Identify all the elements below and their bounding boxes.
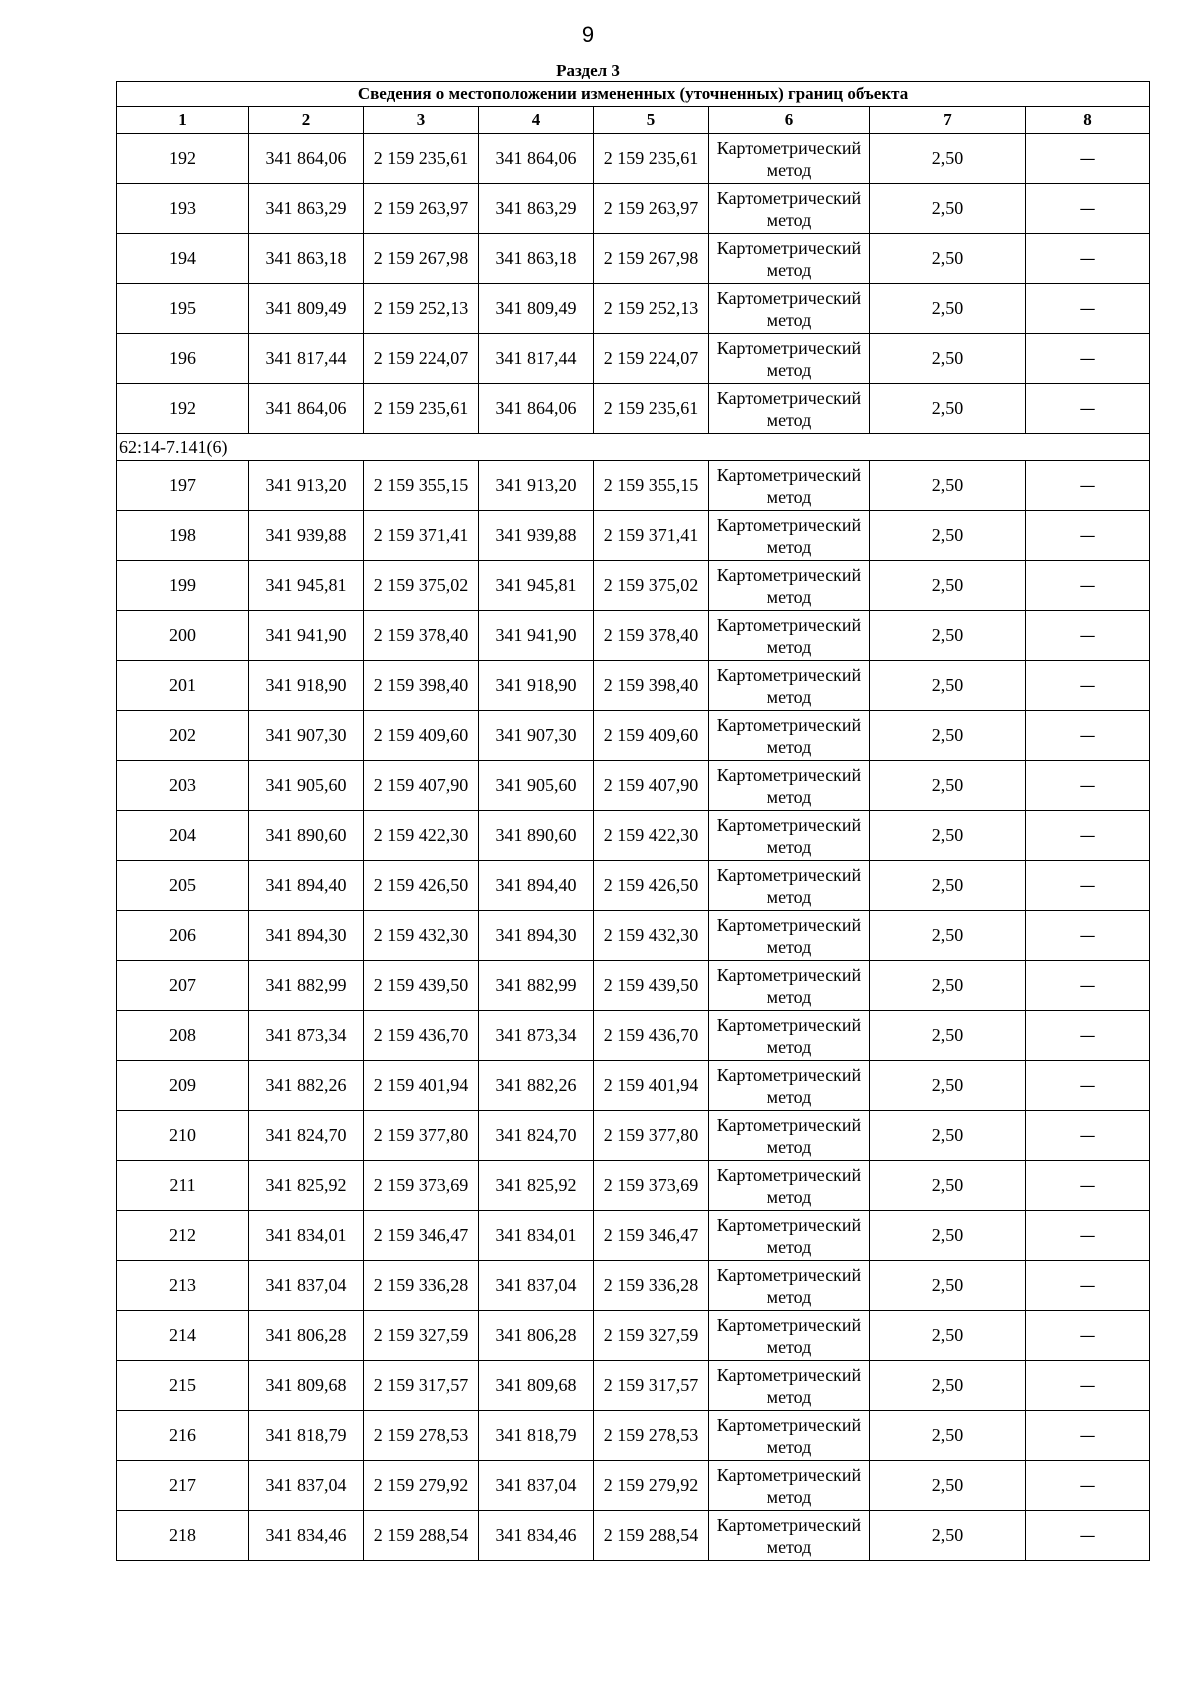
y-new-cell: 2 159 278,53 bbox=[594, 1411, 709, 1461]
method-cell: Картометрический метод bbox=[709, 384, 870, 434]
point-number-cell: 196 bbox=[117, 334, 249, 384]
point-number-cell: 208 bbox=[117, 1011, 249, 1061]
note-cell: — bbox=[1026, 761, 1150, 811]
y-new-cell: 2 159 263,97 bbox=[594, 184, 709, 234]
table-row bbox=[117, 861, 1150, 911]
x-new-cell: 341 809,49 bbox=[479, 284, 594, 334]
table-row bbox=[117, 911, 1150, 961]
y-new-cell: 2 159 378,40 bbox=[594, 611, 709, 661]
x-old-cell: 341 806,28 bbox=[249, 1311, 364, 1361]
table-row bbox=[117, 811, 1150, 861]
y-new-cell: 2 159 407,90 bbox=[594, 761, 709, 811]
method-cell: Картометрический метод bbox=[709, 461, 870, 511]
y-new-cell: 2 159 422,30 bbox=[594, 811, 709, 861]
note-cell: — bbox=[1026, 134, 1150, 184]
note-cell: — bbox=[1026, 1411, 1150, 1461]
note-cell: — bbox=[1026, 811, 1150, 861]
y-old-cell: 2 159 252,13 bbox=[364, 284, 479, 334]
note-cell: — bbox=[1026, 861, 1150, 911]
point-number-cell: 200 bbox=[117, 611, 249, 661]
y-old-cell: 2 159 422,30 bbox=[364, 811, 479, 861]
accuracy-cell: 2,50 bbox=[870, 184, 1026, 234]
section-title: Раздел 3 bbox=[556, 61, 620, 80]
y-old-cell: 2 159 378,40 bbox=[364, 611, 479, 661]
x-new-cell: 341 945,81 bbox=[479, 561, 594, 611]
x-old-cell: 341 837,04 bbox=[249, 1461, 364, 1511]
accuracy-cell: 2,50 bbox=[870, 1161, 1026, 1211]
x-new-cell: 341 864,06 bbox=[479, 384, 594, 434]
note-cell: — bbox=[1026, 1261, 1150, 1311]
x-new-cell: 341 834,01 bbox=[479, 1211, 594, 1261]
accuracy-cell: 2,50 bbox=[870, 234, 1026, 284]
point-number-cell: 199 bbox=[117, 561, 249, 611]
x-old-cell: 341 864,06 bbox=[249, 134, 364, 184]
note-cell: — bbox=[1026, 284, 1150, 334]
accuracy-cell: 2,50 bbox=[870, 811, 1026, 861]
x-old-cell: 341 818,79 bbox=[249, 1411, 364, 1461]
x-old-cell: 341 907,30 bbox=[249, 711, 364, 761]
y-old-cell: 2 159 279,92 bbox=[364, 1461, 479, 1511]
accuracy-cell: 2,50 bbox=[870, 284, 1026, 334]
y-old-cell: 2 159 398,40 bbox=[364, 661, 479, 711]
column-number: 1 bbox=[117, 107, 249, 134]
method-cell: Картометрический метод bbox=[709, 184, 870, 234]
note-cell: — bbox=[1026, 461, 1150, 511]
note-cell: — bbox=[1026, 234, 1150, 284]
table-row bbox=[117, 334, 1150, 384]
method-cell: Картометрический метод bbox=[709, 661, 870, 711]
note-cell: — bbox=[1026, 611, 1150, 661]
accuracy-cell: 2,50 bbox=[870, 661, 1026, 711]
point-number-cell: 213 bbox=[117, 1261, 249, 1311]
y-new-cell: 2 159 432,30 bbox=[594, 911, 709, 961]
column-number: 3 bbox=[364, 107, 479, 134]
column-number: 8 bbox=[1026, 107, 1150, 134]
y-new-cell: 2 159 375,02 bbox=[594, 561, 709, 611]
point-number-cell: 198 bbox=[117, 511, 249, 561]
x-new-cell: 341 837,04 bbox=[479, 1261, 594, 1311]
y-old-cell: 2 159 375,02 bbox=[364, 561, 479, 611]
method-cell: Картометрический метод bbox=[709, 1061, 870, 1111]
method-cell: Картометрический метод bbox=[709, 234, 870, 284]
x-new-cell: 341 905,60 bbox=[479, 761, 594, 811]
accuracy-cell: 2,50 bbox=[870, 1061, 1026, 1111]
method-cell: Картометрический метод bbox=[709, 761, 870, 811]
table-row bbox=[117, 461, 1150, 511]
column-number: 2 bbox=[249, 107, 364, 134]
x-old-cell: 341 824,70 bbox=[249, 1111, 364, 1161]
table-row bbox=[117, 1461, 1150, 1511]
table-row bbox=[117, 1511, 1150, 1561]
table-row bbox=[117, 561, 1150, 611]
method-cell: Картометрический метод bbox=[709, 134, 870, 184]
accuracy-cell: 2,50 bbox=[870, 334, 1026, 384]
y-old-cell: 2 159 263,97 bbox=[364, 184, 479, 234]
x-new-cell: 341 882,26 bbox=[479, 1061, 594, 1111]
x-old-cell: 341 809,49 bbox=[249, 284, 364, 334]
x-new-cell: 341 809,68 bbox=[479, 1361, 594, 1411]
x-old-cell: 341 890,60 bbox=[249, 811, 364, 861]
table-row bbox=[117, 1211, 1150, 1261]
method-cell: Картометрический метод bbox=[709, 611, 870, 661]
note-cell: — bbox=[1026, 1061, 1150, 1111]
point-number-cell: 201 bbox=[117, 661, 249, 711]
x-old-cell: 341 905,60 bbox=[249, 761, 364, 811]
table-row bbox=[117, 511, 1150, 561]
y-old-cell: 2 159 346,47 bbox=[364, 1211, 479, 1261]
y-new-cell: 2 159 279,92 bbox=[594, 1461, 709, 1511]
x-new-cell: 341 863,18 bbox=[479, 234, 594, 284]
point-number-cell: 194 bbox=[117, 234, 249, 284]
x-old-cell: 341 894,40 bbox=[249, 861, 364, 911]
x-new-cell: 341 818,79 bbox=[479, 1411, 594, 1461]
x-old-cell: 341 918,90 bbox=[249, 661, 364, 711]
x-old-cell: 341 825,92 bbox=[249, 1161, 364, 1211]
x-old-cell: 341 945,81 bbox=[249, 561, 364, 611]
x-old-cell: 341 837,04 bbox=[249, 1261, 364, 1311]
method-cell: Картометрический метод bbox=[709, 511, 870, 561]
x-old-cell: 341 863,29 bbox=[249, 184, 364, 234]
accuracy-cell: 2,50 bbox=[870, 1411, 1026, 1461]
x-new-cell: 341 806,28 bbox=[479, 1311, 594, 1361]
accuracy-cell: 2,50 bbox=[870, 761, 1026, 811]
y-old-cell: 2 159 401,94 bbox=[364, 1061, 479, 1111]
x-new-cell: 341 863,29 bbox=[479, 184, 594, 234]
accuracy-cell: 2,50 bbox=[870, 561, 1026, 611]
y-new-cell: 2 159 327,59 bbox=[594, 1311, 709, 1361]
method-cell: Картометрический метод bbox=[709, 1011, 870, 1061]
method-cell: Картометрический метод bbox=[709, 334, 870, 384]
y-new-cell: 2 159 224,07 bbox=[594, 334, 709, 384]
note-cell: — bbox=[1026, 384, 1150, 434]
x-old-cell: 341 882,99 bbox=[249, 961, 364, 1011]
x-new-cell: 341 825,92 bbox=[479, 1161, 594, 1211]
column-number: 7 bbox=[870, 107, 1026, 134]
note-cell: — bbox=[1026, 511, 1150, 561]
y-old-cell: 2 159 373,69 bbox=[364, 1161, 479, 1211]
point-number-cell: 216 bbox=[117, 1411, 249, 1461]
point-number-cell: 197 bbox=[117, 461, 249, 511]
table-row bbox=[117, 1411, 1150, 1461]
method-cell: Картометрический метод bbox=[709, 1161, 870, 1211]
note-cell: — bbox=[1026, 1211, 1150, 1261]
y-new-cell: 2 159 346,47 bbox=[594, 1211, 709, 1261]
accuracy-cell: 2,50 bbox=[870, 1211, 1026, 1261]
x-new-cell: 341 882,99 bbox=[479, 961, 594, 1011]
x-new-cell: 341 918,90 bbox=[479, 661, 594, 711]
point-number-cell: 202 bbox=[117, 711, 249, 761]
table-row bbox=[117, 384, 1150, 434]
point-number-cell: 195 bbox=[117, 284, 249, 334]
x-new-cell: 341 907,30 bbox=[479, 711, 594, 761]
method-cell: Картометрический метод bbox=[709, 1111, 870, 1161]
point-number-cell: 205 bbox=[117, 861, 249, 911]
method-cell: Картометрический метод bbox=[709, 911, 870, 961]
table-row bbox=[117, 711, 1150, 761]
accuracy-cell: 2,50 bbox=[870, 1311, 1026, 1361]
note-cell: — bbox=[1026, 911, 1150, 961]
x-old-cell: 341 939,88 bbox=[249, 511, 364, 561]
table-row bbox=[117, 1111, 1150, 1161]
note-cell: — bbox=[1026, 1111, 1150, 1161]
y-new-cell: 2 159 426,50 bbox=[594, 861, 709, 911]
x-new-cell: 341 834,46 bbox=[479, 1511, 594, 1561]
note-cell: — bbox=[1026, 1511, 1150, 1561]
method-cell: Картометрический метод bbox=[709, 1461, 870, 1511]
x-old-cell: 341 809,68 bbox=[249, 1361, 364, 1411]
method-cell: Картометрический метод bbox=[709, 1361, 870, 1411]
table-caption: Сведения о местоположении измененных (уточненных) границ объекта bbox=[117, 82, 1150, 107]
y-new-cell: 2 159 252,13 bbox=[594, 284, 709, 334]
accuracy-cell: 2,50 bbox=[870, 1011, 1026, 1061]
y-new-cell: 2 159 371,41 bbox=[594, 511, 709, 561]
note-cell: — bbox=[1026, 661, 1150, 711]
table-row bbox=[117, 234, 1150, 284]
y-old-cell: 2 159 224,07 bbox=[364, 334, 479, 384]
accuracy-cell: 2,50 bbox=[870, 461, 1026, 511]
accuracy-cell: 2,50 bbox=[870, 961, 1026, 1011]
accuracy-cell: 2,50 bbox=[870, 861, 1026, 911]
y-old-cell: 2 159 235,61 bbox=[364, 384, 479, 434]
table-row bbox=[117, 134, 1150, 184]
group-row bbox=[117, 434, 1150, 461]
accuracy-cell: 2,50 bbox=[870, 611, 1026, 661]
x-old-cell: 341 864,06 bbox=[249, 384, 364, 434]
x-new-cell: 341 873,34 bbox=[479, 1011, 594, 1061]
x-new-cell: 341 939,88 bbox=[479, 511, 594, 561]
y-old-cell: 2 159 409,60 bbox=[364, 711, 479, 761]
x-new-cell: 341 894,40 bbox=[479, 861, 594, 911]
point-number-cell: 218 bbox=[117, 1511, 249, 1561]
x-old-cell: 341 941,90 bbox=[249, 611, 364, 661]
y-new-cell: 2 159 235,61 bbox=[594, 384, 709, 434]
y-old-cell: 2 159 436,70 bbox=[364, 1011, 479, 1061]
column-number: 4 bbox=[479, 107, 594, 134]
note-cell: — bbox=[1026, 711, 1150, 761]
y-old-cell: 2 159 355,15 bbox=[364, 461, 479, 511]
note-cell: — bbox=[1026, 1161, 1150, 1211]
method-cell: Картометрический метод bbox=[709, 711, 870, 761]
y-new-cell: 2 159 235,61 bbox=[594, 134, 709, 184]
x-new-cell: 341 864,06 bbox=[479, 134, 594, 184]
accuracy-cell: 2,50 bbox=[870, 511, 1026, 561]
accuracy-cell: 2,50 bbox=[870, 711, 1026, 761]
point-number-cell: 210 bbox=[117, 1111, 249, 1161]
point-number-cell: 217 bbox=[117, 1461, 249, 1511]
table-row bbox=[117, 1361, 1150, 1411]
y-new-cell: 2 159 317,57 bbox=[594, 1361, 709, 1411]
y-new-cell: 2 159 355,15 bbox=[594, 461, 709, 511]
accuracy-cell: 2,50 bbox=[870, 1511, 1026, 1561]
accuracy-cell: 2,50 bbox=[870, 1111, 1026, 1161]
point-number-cell: 211 bbox=[117, 1161, 249, 1211]
column-number: 5 bbox=[594, 107, 709, 134]
point-number-cell: 192 bbox=[117, 134, 249, 184]
table-row bbox=[117, 1261, 1150, 1311]
point-number-cell: 207 bbox=[117, 961, 249, 1011]
y-new-cell: 2 159 267,98 bbox=[594, 234, 709, 284]
y-old-cell: 2 159 235,61 bbox=[364, 134, 479, 184]
x-old-cell: 341 834,01 bbox=[249, 1211, 364, 1261]
y-old-cell: 2 159 278,53 bbox=[364, 1411, 479, 1461]
y-new-cell: 2 159 398,40 bbox=[594, 661, 709, 711]
accuracy-cell: 2,50 bbox=[870, 1261, 1026, 1311]
column-number: 6 bbox=[709, 107, 870, 134]
note-cell: — bbox=[1026, 1311, 1150, 1361]
method-cell: Картометрический метод bbox=[709, 961, 870, 1011]
method-cell: Картометрический метод bbox=[709, 1261, 870, 1311]
y-old-cell: 2 159 439,50 bbox=[364, 961, 479, 1011]
point-number-cell: 214 bbox=[117, 1311, 249, 1361]
point-number-cell: 215 bbox=[117, 1361, 249, 1411]
x-old-cell: 341 882,26 bbox=[249, 1061, 364, 1111]
y-new-cell: 2 159 336,28 bbox=[594, 1261, 709, 1311]
point-number-cell: 192 bbox=[117, 384, 249, 434]
note-cell: — bbox=[1026, 184, 1150, 234]
point-number-cell: 204 bbox=[117, 811, 249, 861]
note-cell: — bbox=[1026, 561, 1150, 611]
note-cell: — bbox=[1026, 1461, 1150, 1511]
note-cell: — bbox=[1026, 1011, 1150, 1061]
accuracy-cell: 2,50 bbox=[870, 134, 1026, 184]
accuracy-cell: 2,50 bbox=[870, 1461, 1026, 1511]
x-old-cell: 341 817,44 bbox=[249, 334, 364, 384]
y-new-cell: 2 159 377,80 bbox=[594, 1111, 709, 1161]
table-caption-row bbox=[117, 82, 1150, 107]
y-old-cell: 2 159 371,41 bbox=[364, 511, 479, 561]
y-old-cell: 2 159 407,90 bbox=[364, 761, 479, 811]
group-label: 62:14-7.141(6) bbox=[117, 434, 1150, 461]
method-cell: Картометрический метод bbox=[709, 1211, 870, 1261]
method-cell: Картометрический метод bbox=[709, 1411, 870, 1461]
note-cell: — bbox=[1026, 334, 1150, 384]
method-cell: Картометрический метод bbox=[709, 1311, 870, 1361]
note-cell: — bbox=[1026, 1361, 1150, 1411]
table-row bbox=[117, 661, 1150, 711]
y-new-cell: 2 159 373,69 bbox=[594, 1161, 709, 1211]
table-row bbox=[117, 761, 1150, 811]
boundary-points-table bbox=[116, 81, 1150, 1561]
point-number-cell: 209 bbox=[117, 1061, 249, 1111]
x-new-cell: 341 941,90 bbox=[479, 611, 594, 661]
method-cell: Картометрический метод bbox=[709, 284, 870, 334]
table-row bbox=[117, 961, 1150, 1011]
table-row bbox=[117, 1061, 1150, 1111]
y-old-cell: 2 159 377,80 bbox=[364, 1111, 479, 1161]
table-row bbox=[117, 184, 1150, 234]
x-new-cell: 341 894,30 bbox=[479, 911, 594, 961]
x-old-cell: 341 834,46 bbox=[249, 1511, 364, 1561]
x-new-cell: 341 817,44 bbox=[479, 334, 594, 384]
table-row bbox=[117, 611, 1150, 661]
x-new-cell: 341 913,20 bbox=[479, 461, 594, 511]
y-old-cell: 2 159 432,30 bbox=[364, 911, 479, 961]
y-new-cell: 2 159 401,94 bbox=[594, 1061, 709, 1111]
y-old-cell: 2 159 288,54 bbox=[364, 1511, 479, 1561]
x-new-cell: 341 837,04 bbox=[479, 1461, 594, 1511]
y-old-cell: 2 159 327,59 bbox=[364, 1311, 479, 1361]
method-cell: Картометрический метод bbox=[709, 861, 870, 911]
point-number-cell: 193 bbox=[117, 184, 249, 234]
method-cell: Картометрический метод bbox=[709, 811, 870, 861]
point-number-cell: 212 bbox=[117, 1211, 249, 1261]
method-cell: Картометрический метод bbox=[709, 1511, 870, 1561]
y-new-cell: 2 159 439,50 bbox=[594, 961, 709, 1011]
accuracy-cell: 2,50 bbox=[870, 1361, 1026, 1411]
point-number-cell: 206 bbox=[117, 911, 249, 961]
column-number-row bbox=[117, 107, 1150, 134]
y-new-cell: 2 159 288,54 bbox=[594, 1511, 709, 1561]
y-new-cell: 2 159 436,70 bbox=[594, 1011, 709, 1061]
point-number-cell: 203 bbox=[117, 761, 249, 811]
accuracy-cell: 2,50 bbox=[870, 384, 1026, 434]
y-old-cell: 2 159 336,28 bbox=[364, 1261, 479, 1311]
table-row bbox=[117, 1311, 1150, 1361]
y-old-cell: 2 159 426,50 bbox=[364, 861, 479, 911]
x-old-cell: 341 873,34 bbox=[249, 1011, 364, 1061]
table-row bbox=[117, 284, 1150, 334]
x-old-cell: 341 913,20 bbox=[249, 461, 364, 511]
y-new-cell: 2 159 409,60 bbox=[594, 711, 709, 761]
method-cell: Картометрический метод bbox=[709, 561, 870, 611]
x-new-cell: 341 890,60 bbox=[479, 811, 594, 861]
x-new-cell: 341 824,70 bbox=[479, 1111, 594, 1161]
x-old-cell: 341 863,18 bbox=[249, 234, 364, 284]
table-row bbox=[117, 1161, 1150, 1211]
page-number: 9 bbox=[581, 22, 595, 47]
accuracy-cell: 2,50 bbox=[870, 911, 1026, 961]
y-old-cell: 2 159 267,98 bbox=[364, 234, 479, 284]
table-row bbox=[117, 1011, 1150, 1061]
note-cell: — bbox=[1026, 961, 1150, 1011]
y-old-cell: 2 159 317,57 bbox=[364, 1361, 479, 1411]
x-old-cell: 341 894,30 bbox=[249, 911, 364, 961]
